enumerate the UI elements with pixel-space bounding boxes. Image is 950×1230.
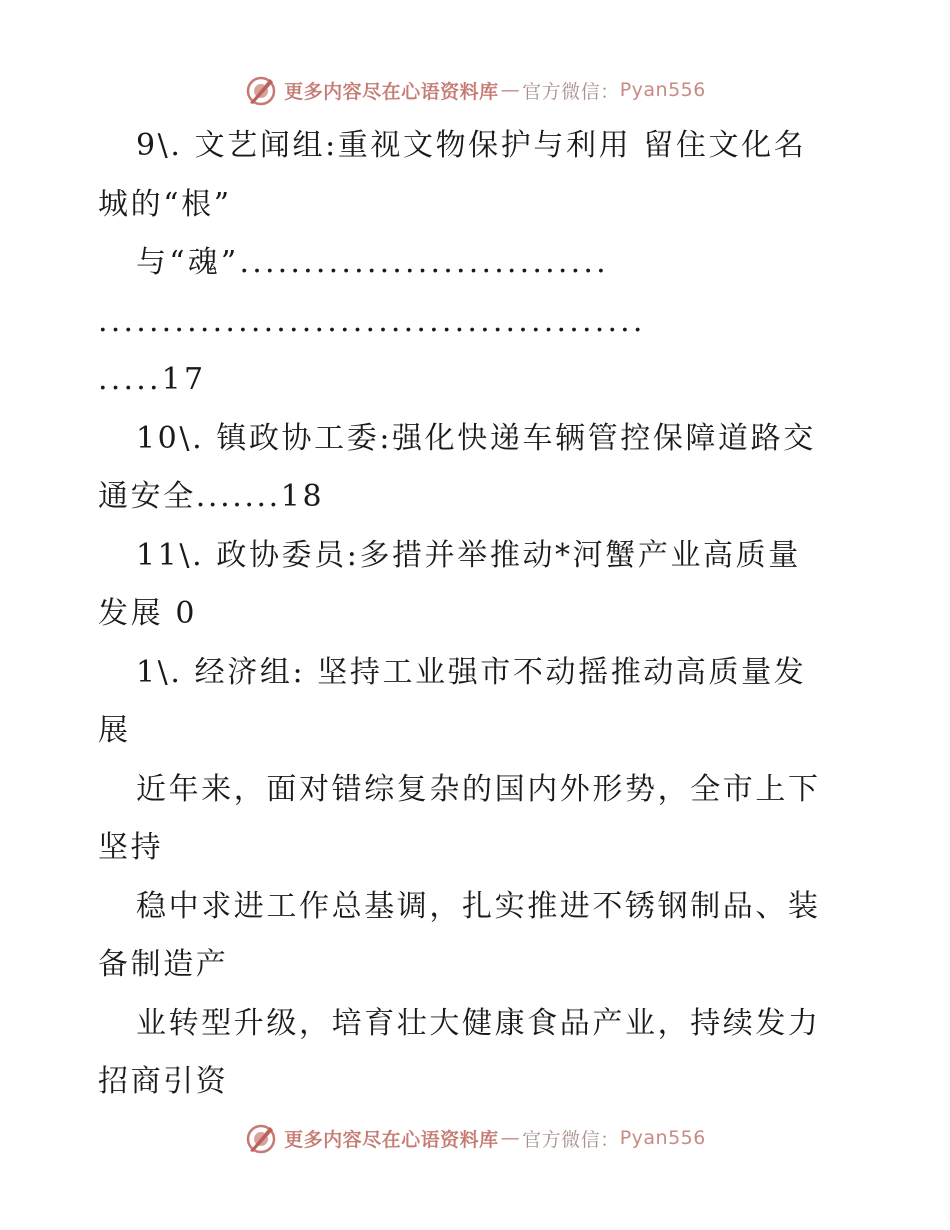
watermark-brand: 更多内容尽在心语资料库 [284, 80, 499, 103]
watermark-brand: 更多内容尽在心语资料库 [284, 1128, 499, 1151]
text-line: ........................................... [98, 303, 646, 339]
text-line: 近年来，面对错综复杂的国内外形势，全市上下 [136, 771, 821, 807]
text-line: 展 [98, 713, 131, 748]
text-line: 发展 0 [98, 596, 198, 631]
quill-logo-icon [244, 1121, 278, 1155]
text-line: .....17 [98, 362, 207, 397]
watermark-separator: — [500, 1127, 521, 1149]
watermark-separator: — [500, 79, 521, 101]
text-line: 11\. 政协委员:多措并举推动*河蟹产业高质量 [136, 537, 801, 573]
header-watermark [0, 70, 950, 110]
watermark-contact-label: 官方微信： [522, 1128, 620, 1151]
text-line: 备制造产 [98, 947, 229, 982]
text-line: 坚持 [98, 830, 164, 865]
text-line: 招商引资 [98, 1064, 229, 1099]
document-body [98, 117, 858, 1112]
text-line: 稳中求进工作总基调，扎实推进不锈钢制品、装 [136, 888, 821, 924]
text-line: 与“魂”............................. [136, 245, 609, 280]
watermark-contact-id: Pyan556 [619, 1127, 706, 1149]
watermark-contact-id: Pyan556 [619, 79, 706, 101]
text-line: 城的“根” [98, 186, 232, 222]
quill-logo-icon [244, 73, 278, 107]
footer-watermark [0, 1118, 950, 1158]
text-line: 通安全.......18 [98, 479, 325, 514]
text-line: 10\. 镇政协工委:强化快递车辆管控保障道路交 [136, 420, 816, 456]
text-line: 9\. 文艺闻组:重视文物保护与利用 留住文化名 [136, 128, 807, 163]
watermark-contact-label: 官方微信： [522, 80, 620, 103]
text-line: 业转型升级，培育壮大健康食品产业，持续发力 [136, 1005, 821, 1041]
text-line: 1\. 经济组: 坚持工业强市不动摇推动高质量发 [136, 654, 807, 690]
